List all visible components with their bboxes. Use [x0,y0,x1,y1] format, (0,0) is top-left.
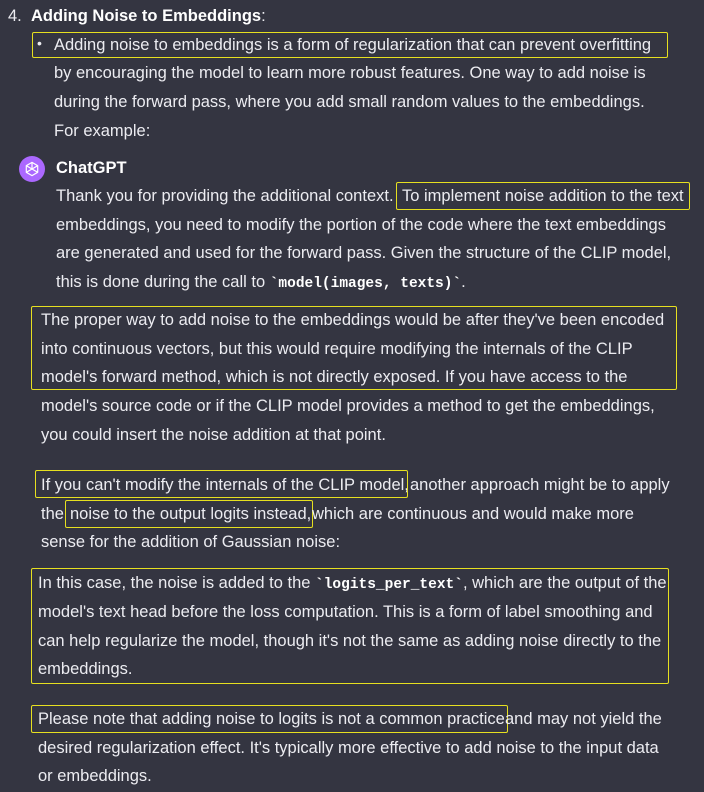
list-item-line: For example: [54,122,151,140]
response-line: If you can't modify the internals of the CLIP model, [41,476,409,494]
highlight-box [31,705,508,733]
response-line: another approach might be to apply [410,476,670,494]
list-item-title [31,7,266,26]
response-line: or embeddings. [38,767,152,785]
response-text: In this case, the noise is added to the [38,574,316,592]
response-text: this is done during the call to [56,273,270,291]
inline-code: `model(images, texts)` [269,276,462,292]
response-line: into continuous vectors, but this would require modifying the internals of the CLIP [41,340,633,358]
response-line: To implement noise addition to the text [402,187,684,205]
list-item-title-colon: : [261,7,266,25]
highlight-box [35,470,408,498]
avatar [19,156,45,182]
response-text: , which are the output of the [462,574,667,592]
response-text: . [461,273,466,291]
response-line: model's source code or if the CLIP model provides a method to get the embeddings, [41,397,655,415]
response-line [56,273,466,292]
response-line: you could insert the noise addition at that point. [41,426,386,444]
response-line: are generated and used for the forward pass. Given the structure of the CLIP model, [56,244,672,262]
response-line: Please note that adding noise to logits is not a common practice [38,710,505,728]
response-line: and may not yield the [505,710,662,728]
highlight-box [32,32,668,58]
response-line: The proper way to add noise to the embeddings would be after they've been encoded [41,311,665,329]
response-line: the [41,505,64,523]
list-number: 4. [8,7,22,25]
inline-code: `logits_per_text` [315,577,463,593]
list-item-line: by encouraging the model to learn more robust features. One way to add noise is [54,64,646,82]
list-item-line: Adding noise to embeddings is a form of regularization that can prevent overfitting [54,36,652,54]
assistant-name: ChatGPT [56,159,127,177]
list-item-title-text: Adding Noise to Embeddings [31,7,262,25]
response-line: Thank you for providing the additional context. [56,187,394,205]
response-line: sense for the addition of Gaussian noise: [41,533,341,551]
response-line: model's forward method, which is not directly exposed. If you have access to the [41,368,628,386]
highlight-box [31,568,669,684]
response-line: desired regularization effect. It's typically more effective to add noise to the input data [38,739,659,757]
response-line: which are continuous and would make more [312,505,634,523]
openai-logo-icon [23,160,41,178]
highlight-box [65,500,313,528]
bullet-marker: • [37,35,42,51]
response-line: can help regularize the model, though it's not the same as adding noise directly to the [38,632,662,650]
highlight-box [31,306,677,390]
highlight-box [396,182,690,210]
list-item-line: during the forward pass, where you add small random values to the embeddings. [54,93,645,111]
response-line: model's text head before the loss computation. This is a form of label smoothing and [38,603,653,621]
response-line: embeddings, you need to modify the portion of the code where the text embeddings [56,216,666,234]
response-line: noise to the output logits instead, [70,505,312,523]
response-line: embeddings. [38,660,133,678]
